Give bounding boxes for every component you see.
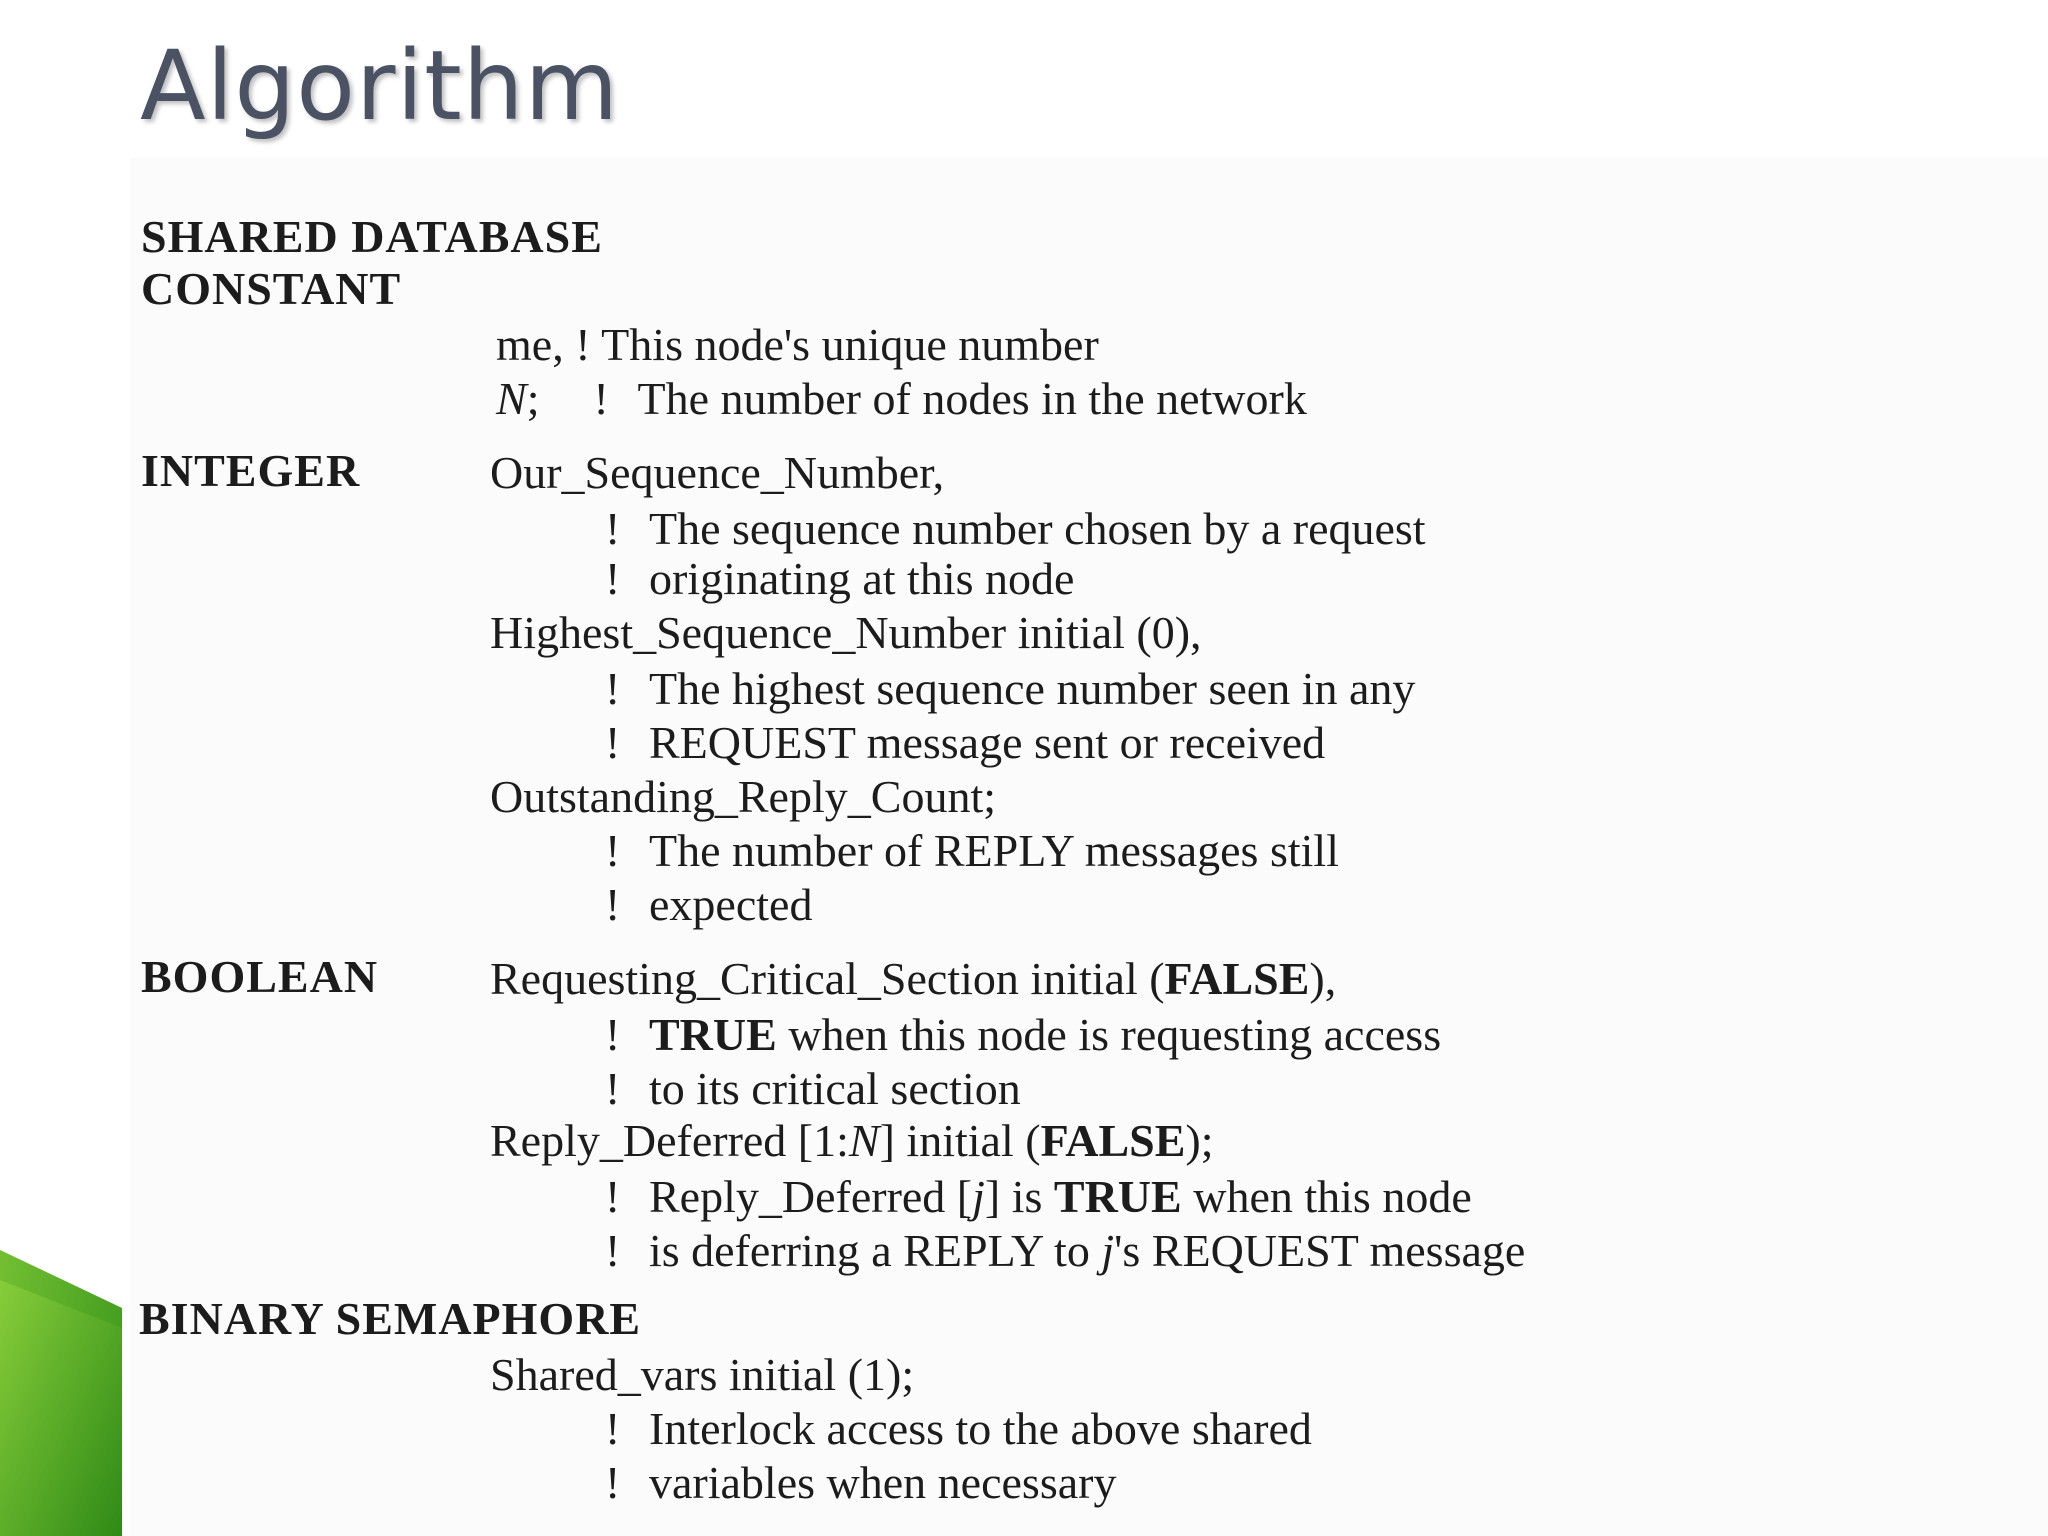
code-line-shared-vars: Shared_vars initial (1); bbox=[490, 1349, 915, 1400]
comment-line: ! Reply_Deferred [j] is TRUE when this node bbox=[605, 1171, 1472, 1222]
type-label-boolean: BOOLEAN bbox=[141, 951, 379, 1002]
code-line-n: N; ! The number of nodes in the network bbox=[496, 373, 1307, 424]
code-line-requesting-critical-section: Requesting_Critical_Section initial (FALSE), bbox=[490, 953, 1337, 1004]
slide-title: Algorithm bbox=[140, 30, 620, 142]
comment-line: ! TRUE when this node is requesting access bbox=[605, 1009, 1442, 1060]
type-label-integer: INTEGER bbox=[141, 445, 361, 496]
section-heading-binary-semaphore: BINARY SEMAPHORE bbox=[139, 1293, 642, 1344]
comment-line: ! to its critical section bbox=[605, 1063, 1021, 1114]
section-heading-shared-database: SHARED DATABASE bbox=[141, 211, 603, 262]
code-line-reply-deferred: Reply_Deferred [1:N] initial (FALSE); bbox=[490, 1115, 1214, 1166]
comment-line: ! The highest sequence number seen in any bbox=[605, 663, 1416, 714]
comment-line: ! variables when necessary bbox=[605, 1457, 1117, 1508]
code-line-our-sequence-number: Our_Sequence_Number, bbox=[490, 447, 945, 498]
comment-line: ! Interlock access to the above shared bbox=[605, 1403, 1312, 1454]
comment-line: ! REQUEST message sent or received bbox=[605, 717, 1326, 768]
green-corner-accent-shape bbox=[0, 1250, 122, 1536]
comment-line: ! The sequence number chosen by a request bbox=[605, 503, 1426, 554]
code-line-outstanding-reply-count: Outstanding_Reply_Count; bbox=[490, 771, 996, 822]
section-heading-constant: CONSTANT bbox=[141, 263, 402, 314]
code-line-me: me, ! This node's unique number bbox=[496, 319, 1099, 370]
comment-line: ! is deferring a REPLY to j's REQUEST message bbox=[605, 1225, 1526, 1276]
comment-line: ! originating at this node bbox=[605, 553, 1075, 604]
code-line-highest-sequence-number: Highest_Sequence_Number initial (0), bbox=[490, 607, 1202, 658]
comment-line: ! The number of REPLY messages still bbox=[605, 825, 1339, 876]
comment-line: ! expected bbox=[605, 879, 813, 930]
